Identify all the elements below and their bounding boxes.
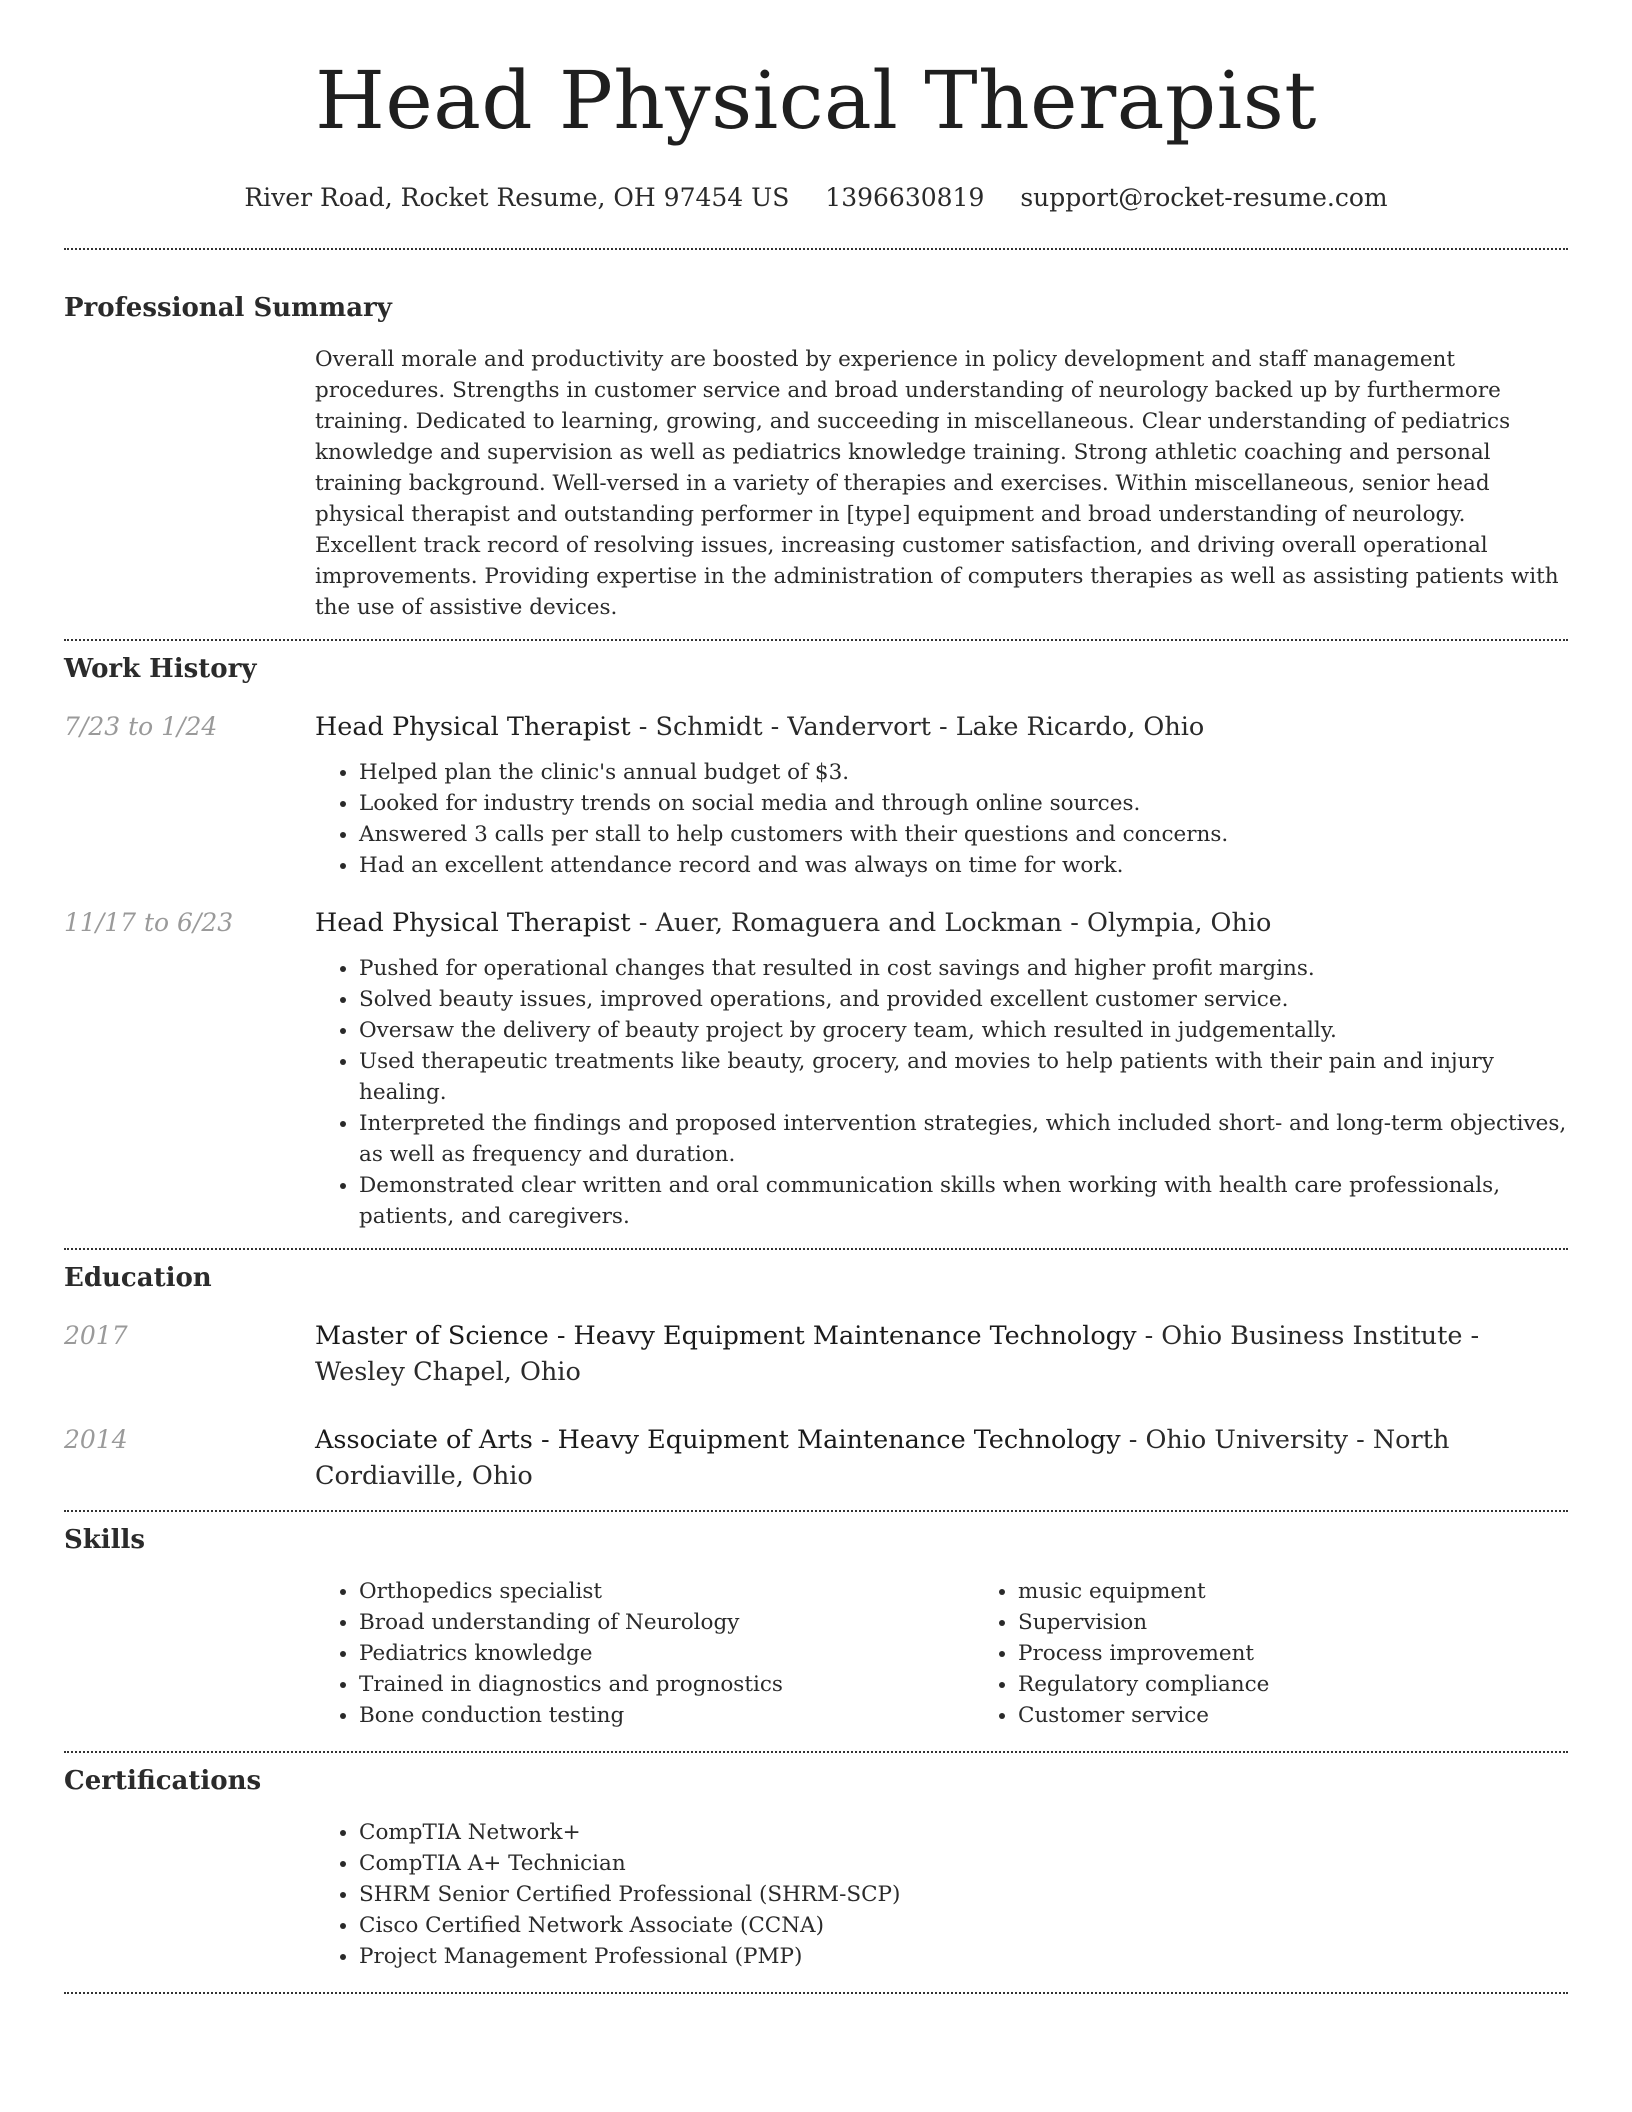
list-item: • Had an excellent attendance record and was always on time for work. <box>359 850 1568 881</box>
work-heading: Work History <box>64 654 257 684</box>
list-item: • Pediatrics knowledge <box>359 1638 974 1669</box>
certifications-row <box>64 1817 1568 1972</box>
contact-email: support@rocket-resume.com <box>1020 183 1388 212</box>
list-item: • Supervision <box>1018 1607 1632 1638</box>
list-item: • Process improvement <box>1018 1638 1632 1669</box>
list-item: • Broad understanding of Neurology <box>359 1607 974 1638</box>
job-employer: - Schmidt - Vandervort - Lake Ricardo, Ohio <box>630 712 1205 742</box>
education-heading: Education <box>64 1263 212 1293</box>
job-entry <box>64 905 1568 1232</box>
list-item: • Demonstrated clear written and oral communication skills when working with health care professionals, patients, and caregivers. <box>359 1170 1568 1232</box>
job-employer: - Auer, Romaguera and Lockman - Olympia, Ohio <box>630 908 1272 938</box>
contact-phone: 1396630819 <box>825 183 985 212</box>
list-item: • CompTIA A+ Technician <box>359 1848 1568 1879</box>
list-item: • Bone conduction testing <box>359 1700 974 1731</box>
list-item: • Project Management Professional (PMP) <box>359 1941 1568 1972</box>
education-year: 2017 <box>64 1321 128 1350</box>
summary-heading: Professional Summary <box>64 293 392 323</box>
education-entry <box>64 1318 1568 1390</box>
resume-name: Head Physical Therapist <box>315 54 1317 147</box>
education-degree: Master of Science - Heavy Equipment Maintenance Technology <box>315 1321 1137 1351</box>
divider <box>64 1751 1568 1753</box>
list-item: • Trained in diagnostics and prognostics <box>359 1669 974 1700</box>
list-item: • Answered 3 calls per stall to help customers with their questions and concerns. <box>359 819 1568 850</box>
list-item: • Interpreted the findings and proposed intervention strategies, which included short- and long-term objectives, as well as frequency and duration. <box>359 1108 1568 1170</box>
list-item: • Customer service <box>1018 1700 1632 1731</box>
divider <box>64 1510 1568 1512</box>
list-item: • SHRM Senior Certified Professional (SHRM-SCP) <box>359 1879 1568 1910</box>
education-entry <box>64 1422 1568 1494</box>
list-item: • Regulatory compliance <box>1018 1669 1632 1700</box>
list-item: • Helped plan the clinic's annual budget of $3. <box>359 757 1568 788</box>
job-bullets <box>315 953 1568 1232</box>
list-item: • Oversaw the delivery of beauty project by grocery team, which resulted in judgementally. <box>359 1015 1568 1046</box>
skills-list-left <box>315 1576 974 1731</box>
divider <box>64 1248 1568 1250</box>
certifications-list <box>315 1817 1568 1972</box>
education-school: - Ohio Business Institute - Wesley Chapel, Ohio <box>315 1321 1480 1387</box>
list-item: • Pushed for operational changes that resulted in cost savings and higher profit margins. <box>359 953 1568 984</box>
job-dates: 7/23 to 1/24 <box>64 712 218 741</box>
job-role: Head Physical Therapist <box>315 712 631 742</box>
list-item: • Used therapeutic treatments like beauty, grocery, and movies to help patients with their pain and injury healing. <box>359 1046 1568 1108</box>
divider <box>64 1992 1568 1994</box>
list-item: • CompTIA Network+ <box>359 1817 1568 1848</box>
education-year: 2014 <box>64 1425 128 1454</box>
job-title <box>315 905 1568 941</box>
divider <box>64 639 1568 641</box>
certifications-heading: Certifications <box>64 1766 262 1796</box>
list-item: • Cisco Certified Network Associate (CCNA) <box>359 1910 1568 1941</box>
summary-row <box>64 344 1568 623</box>
job-title <box>315 709 1568 745</box>
job-role: Head Physical Therapist <box>315 908 631 938</box>
divider <box>64 248 1568 250</box>
summary-text: Overall morale and productivity are boosted by experience in policy development and staff management procedures. Strengths in customer service and broad understanding of neurology backed up by furthermore training. Dedicated to learning, growing, and succeeding in miscellaneous. Clear understanding of pediatrics knowledge and supervision as well as pediatrics knowledge training. Strong athletic coaching and personal training background. Well-versed in a variety of therapies and exercises. Within miscellaneous, senior head physical therapist and outstanding performer in [type] equipment and broad understanding of neurology. Excellent track record of resolving issues, increasing customer satisfaction, and driving overall operational improvements. Providing expertise in the administration of computers therapies as well as assisting patients with the use of assistive devices. <box>315 347 1559 620</box>
list-item: • music equipment <box>1018 1576 1632 1607</box>
job-entry <box>64 709 1568 881</box>
job-dates: 11/17 to 6/23 <box>64 908 234 937</box>
contact-address: River Road, Rocket Resume, OH 97454 US <box>244 183 790 212</box>
skills-heading: Skills <box>64 1525 146 1555</box>
list-item: • Looked for industry trends on social media and through online sources. <box>359 788 1568 819</box>
list-item: • Solved beauty issues, improved operations, and provided excellent customer service. <box>359 984 1568 1015</box>
list-item: • Orthopedics specialist <box>359 1576 974 1607</box>
skills-list-right <box>974 1576 1632 1731</box>
job-bullets <box>315 757 1568 881</box>
education-school: - Ohio University - North Cordiaville, Ohio <box>315 1425 1450 1491</box>
skills-row <box>64 1576 1568 1731</box>
education-degree: Associate of Arts - Heavy Equipment Maintenance Technology <box>315 1425 1121 1455</box>
contact-line <box>64 180 1568 216</box>
